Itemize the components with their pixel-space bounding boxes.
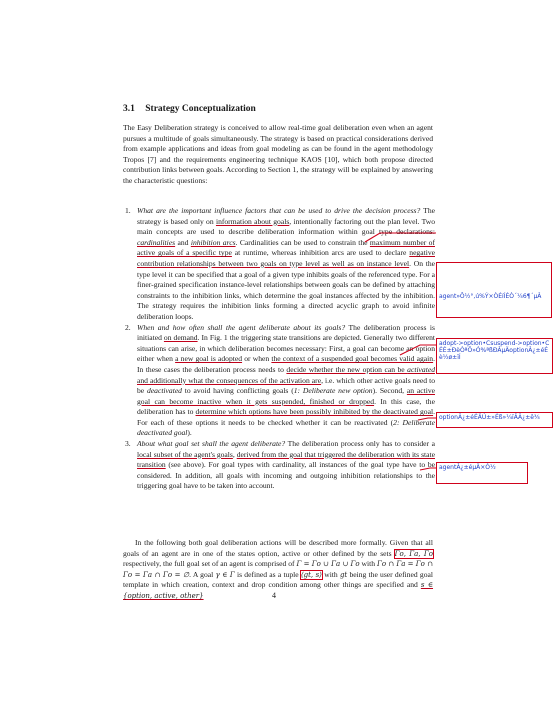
intro-paragraph: The Easy Deliberation strategy is conceived to allow real-time goal deliberation even when an agent pursues a multitude of goals simultaneously. The strategy is based on practical considerations derived from example applications and ideas from goal modeling as can be found in the agent methodology Tropos [7] and the requirements engineering technique KAOS [10], which both propose directed contribution links between goals. According to Section 1, the strategy will be explained by answering the characteristic questions: xyxy=(123,123,433,185)
state-set-math: s ∈ {option, active, other} xyxy=(123,581,434,600)
page-number: 4 xyxy=(272,591,276,600)
margin-annotation: agentÂ¿±éµÄ×Ó½ xyxy=(436,462,528,484)
section-heading xyxy=(123,104,256,114)
list-item: 3. About what goal set shall the agent deliberate? The deliberation process only has to consider a local subset of the agent's goals, derived from the goal that triggered the deliberation with its state transition (see above). For goal types with cardinality, all instances of the goal type have to be considered. In addition, all goals with incoming and outgoing inhibition relationships to the triggering goal have to be taken into account. xyxy=(125,439,435,491)
margin-annotation: agent»Ô½°,ú%Ý×ÒÉíÍÉÒ´¼6¶´µÂ xyxy=(436,262,552,318)
margin-annotation: adopt->option•Csuspend->option•CÉÉ±ÐèÒªÖ»Ó%ªßÐÂµÄoptionÂ¿±éÉè½ø±ïÍ xyxy=(436,338,553,374)
list-item: 1. What are the important influence factors that can be used to drive the decision process? The strategy is based only on information about goals, intentionally factoring out the plan level. Two main concepts are used to describe deliberation information within goal type declarations: cardinalities and inhibition arcs. Cardinalities can be used to constrain the maximum number of active goals of a specific type at runtime, whereas inhibition arcs are used to declare negative contribution relationships between two goals on type level as well as on instance level. On the type level it can be specified that a goal of a given type inhibits goals of the referenced type. For a finer-grained specification instance-level relationships between goals can be defined by attaching constraints to the inhibition links, which determine the goal instances affected by the inhibition. The strategy requires the inhibition links forming a directed acyclic graph to avoid infinite deliberation loops. xyxy=(125,206,435,321)
question-list xyxy=(123,206,435,492)
state-sets-math: Γo, Γa, Γo xyxy=(394,549,433,558)
section-number: 3.1 xyxy=(123,104,135,114)
section-title: Strategy Conceptualization xyxy=(145,104,256,114)
margin-annotation: optionÂ¿±éÉÄÚ±»Éß»¼ïÂÂ¿±ê¾ xyxy=(436,412,553,428)
closing-paragraph: In the following both goal deliberation actions will be described more formally. Given that all goals of an agent are in one of the states option, active or other defined by the sets Γo, Γa, Γo respectively, the full goal set of an agent is comprised of Γ = Γo ∪ Γa ∪ Γo with Γo ∩ Γa = Γo ∩ Γo = Γa ∩ Γo = ∅. A goal γ ∈ Γ is defined as a tuple ⟨gt, s⟩ with gt being the user defined goal template in which creation, context and drop condition among other things are specified and s ∈ {option, active, other} xyxy=(123,538,434,600)
list-item: 2. When and how often shall the agent deliberate about its goals? The deliberation process is initiated on demand. In Fig. 1 the triggering state transitions are depicted. Generally two different situations can arise, in which deliberation becomes necessary: First, a goal can become an option either when a new goal is adopted or when the context of a suspended goal becomes valid again. In these cases the deliberation process needs to decide whether the new option can be activated and additionally what the consequences of the activation are, i.e. which other active goals need to be deactivated to avoid having conflicting goals (1: Deliberate new option). Second, an active goal can become inactive when it gets suspended, finished or dropped. In this case, the deliberation has to determine which options have been possibly inhibited by the deactivated goal. For each of these options it needs to be checked whether it can be reactivated (2: Deliberate deactivated goal). xyxy=(125,322,436,438)
goal-tuple-math: ⟨gt, s⟩ xyxy=(300,570,322,579)
